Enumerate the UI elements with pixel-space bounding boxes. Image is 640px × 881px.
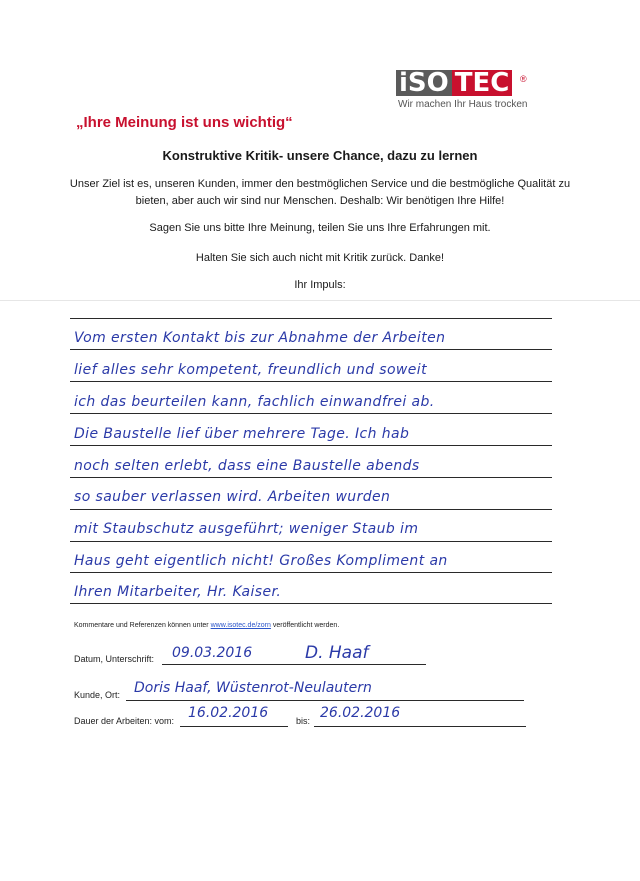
- comments-link[interactable]: www.isotec.de/zorn: [210, 622, 271, 629]
- writing-rule: [70, 572, 552, 573]
- intro-paragraph: Unser Ziel ist es, unseren Kunden, immer den bestmöglichen Service und die bestmögliche Qualität zu bieten, aber auch wir sind nur Menschen. Deshalb: Wir benötigen Ihre Hilfe!: [69, 178, 571, 207]
- slogan: „Ihre Meinung ist uns wichtig“: [76, 114, 293, 131]
- handwritten-line: Die Baustelle lief über mehrere Tage. Ich hab: [74, 426, 410, 442]
- writing-rule: [70, 381, 552, 382]
- writing-rule: [70, 349, 552, 350]
- scan-fold-line: [0, 300, 640, 301]
- writing-rule: [70, 603, 552, 604]
- comments-note-suffix: veröffentlicht werden.: [270, 622, 340, 629]
- impuls-label: Ihr Impuls:: [294, 279, 346, 291]
- writing-rule: [70, 509, 552, 510]
- customer-value: Doris Haaf, Wüstenrot-Neulautern: [134, 680, 372, 696]
- handwritten-line: mit Staubschutz ausgeführt; weniger Staub im: [74, 521, 419, 537]
- logo-tagline: Wir machen Ihr Haus trocken: [398, 99, 528, 110]
- signature: D. Haaf: [305, 643, 369, 663]
- writing-rule: [70, 413, 552, 414]
- registered-mark: ®: [520, 74, 527, 84]
- customer-rule: [126, 700, 524, 701]
- handwritten-line: noch selten erlebt, dass eine Baustelle abends: [74, 458, 420, 474]
- handwritten-line: Vom ersten Kontakt bis zur Abnahme der Arbeiten: [74, 330, 446, 346]
- date-value: 09.03.2016: [172, 645, 253, 661]
- comments-note: [74, 622, 339, 629]
- handwritten-line: lief alles sehr kompetent, freundlich und soweit: [74, 362, 427, 378]
- writing-rule: [70, 318, 552, 319]
- date-signature-label: Datum, Unterschrift:: [74, 654, 155, 664]
- duration-label: Dauer der Arbeiten: vom:: [74, 716, 175, 726]
- duration-from-value: 16.02.2016: [188, 705, 269, 721]
- logo-wordmark: [396, 70, 512, 96]
- thanks-line: Halten Sie sich auch nicht mit Kritik zurück. Danke!: [195, 252, 445, 264]
- date-signature-rule: [162, 664, 426, 665]
- writing-rule: [70, 445, 552, 446]
- handwritten-line: so sauber verlassen wird. Arbeiten wurden: [74, 489, 391, 505]
- handwritten-line: Ihren Mitarbeiter, Hr. Kaiser.: [74, 584, 282, 600]
- logo-word-tec: TEC: [452, 70, 513, 96]
- customer-label: Kunde, Ort:: [74, 690, 121, 700]
- request-line: Sagen Sie uns bitte Ihre Meinung, teilen Sie uns Ihre Erfahrungen mit.: [149, 222, 491, 234]
- duration-from-rule: [180, 726, 288, 727]
- duration-to-rule: [314, 726, 526, 727]
- page-title: Konstruktive Kritik- unsere Chance, dazu zu lernen: [162, 148, 478, 163]
- writing-rule: [70, 477, 552, 478]
- logo-word-iso: iSO: [396, 70, 452, 96]
- handwritten-line: Haus geht eigentlich nicht! Großes Kompliment an: [74, 553, 448, 569]
- comments-note-text: Kommentare und Referenzen können unter: [74, 622, 211, 629]
- duration-to-value: 26.02.2016: [320, 705, 401, 721]
- handwritten-line: ich das beurteilen kann, fachlich einwandfrei ab.: [74, 394, 435, 410]
- writing-rule: [70, 541, 552, 542]
- isotec-logo: [396, 70, 526, 114]
- duration-to-label: bis:: [296, 716, 311, 726]
